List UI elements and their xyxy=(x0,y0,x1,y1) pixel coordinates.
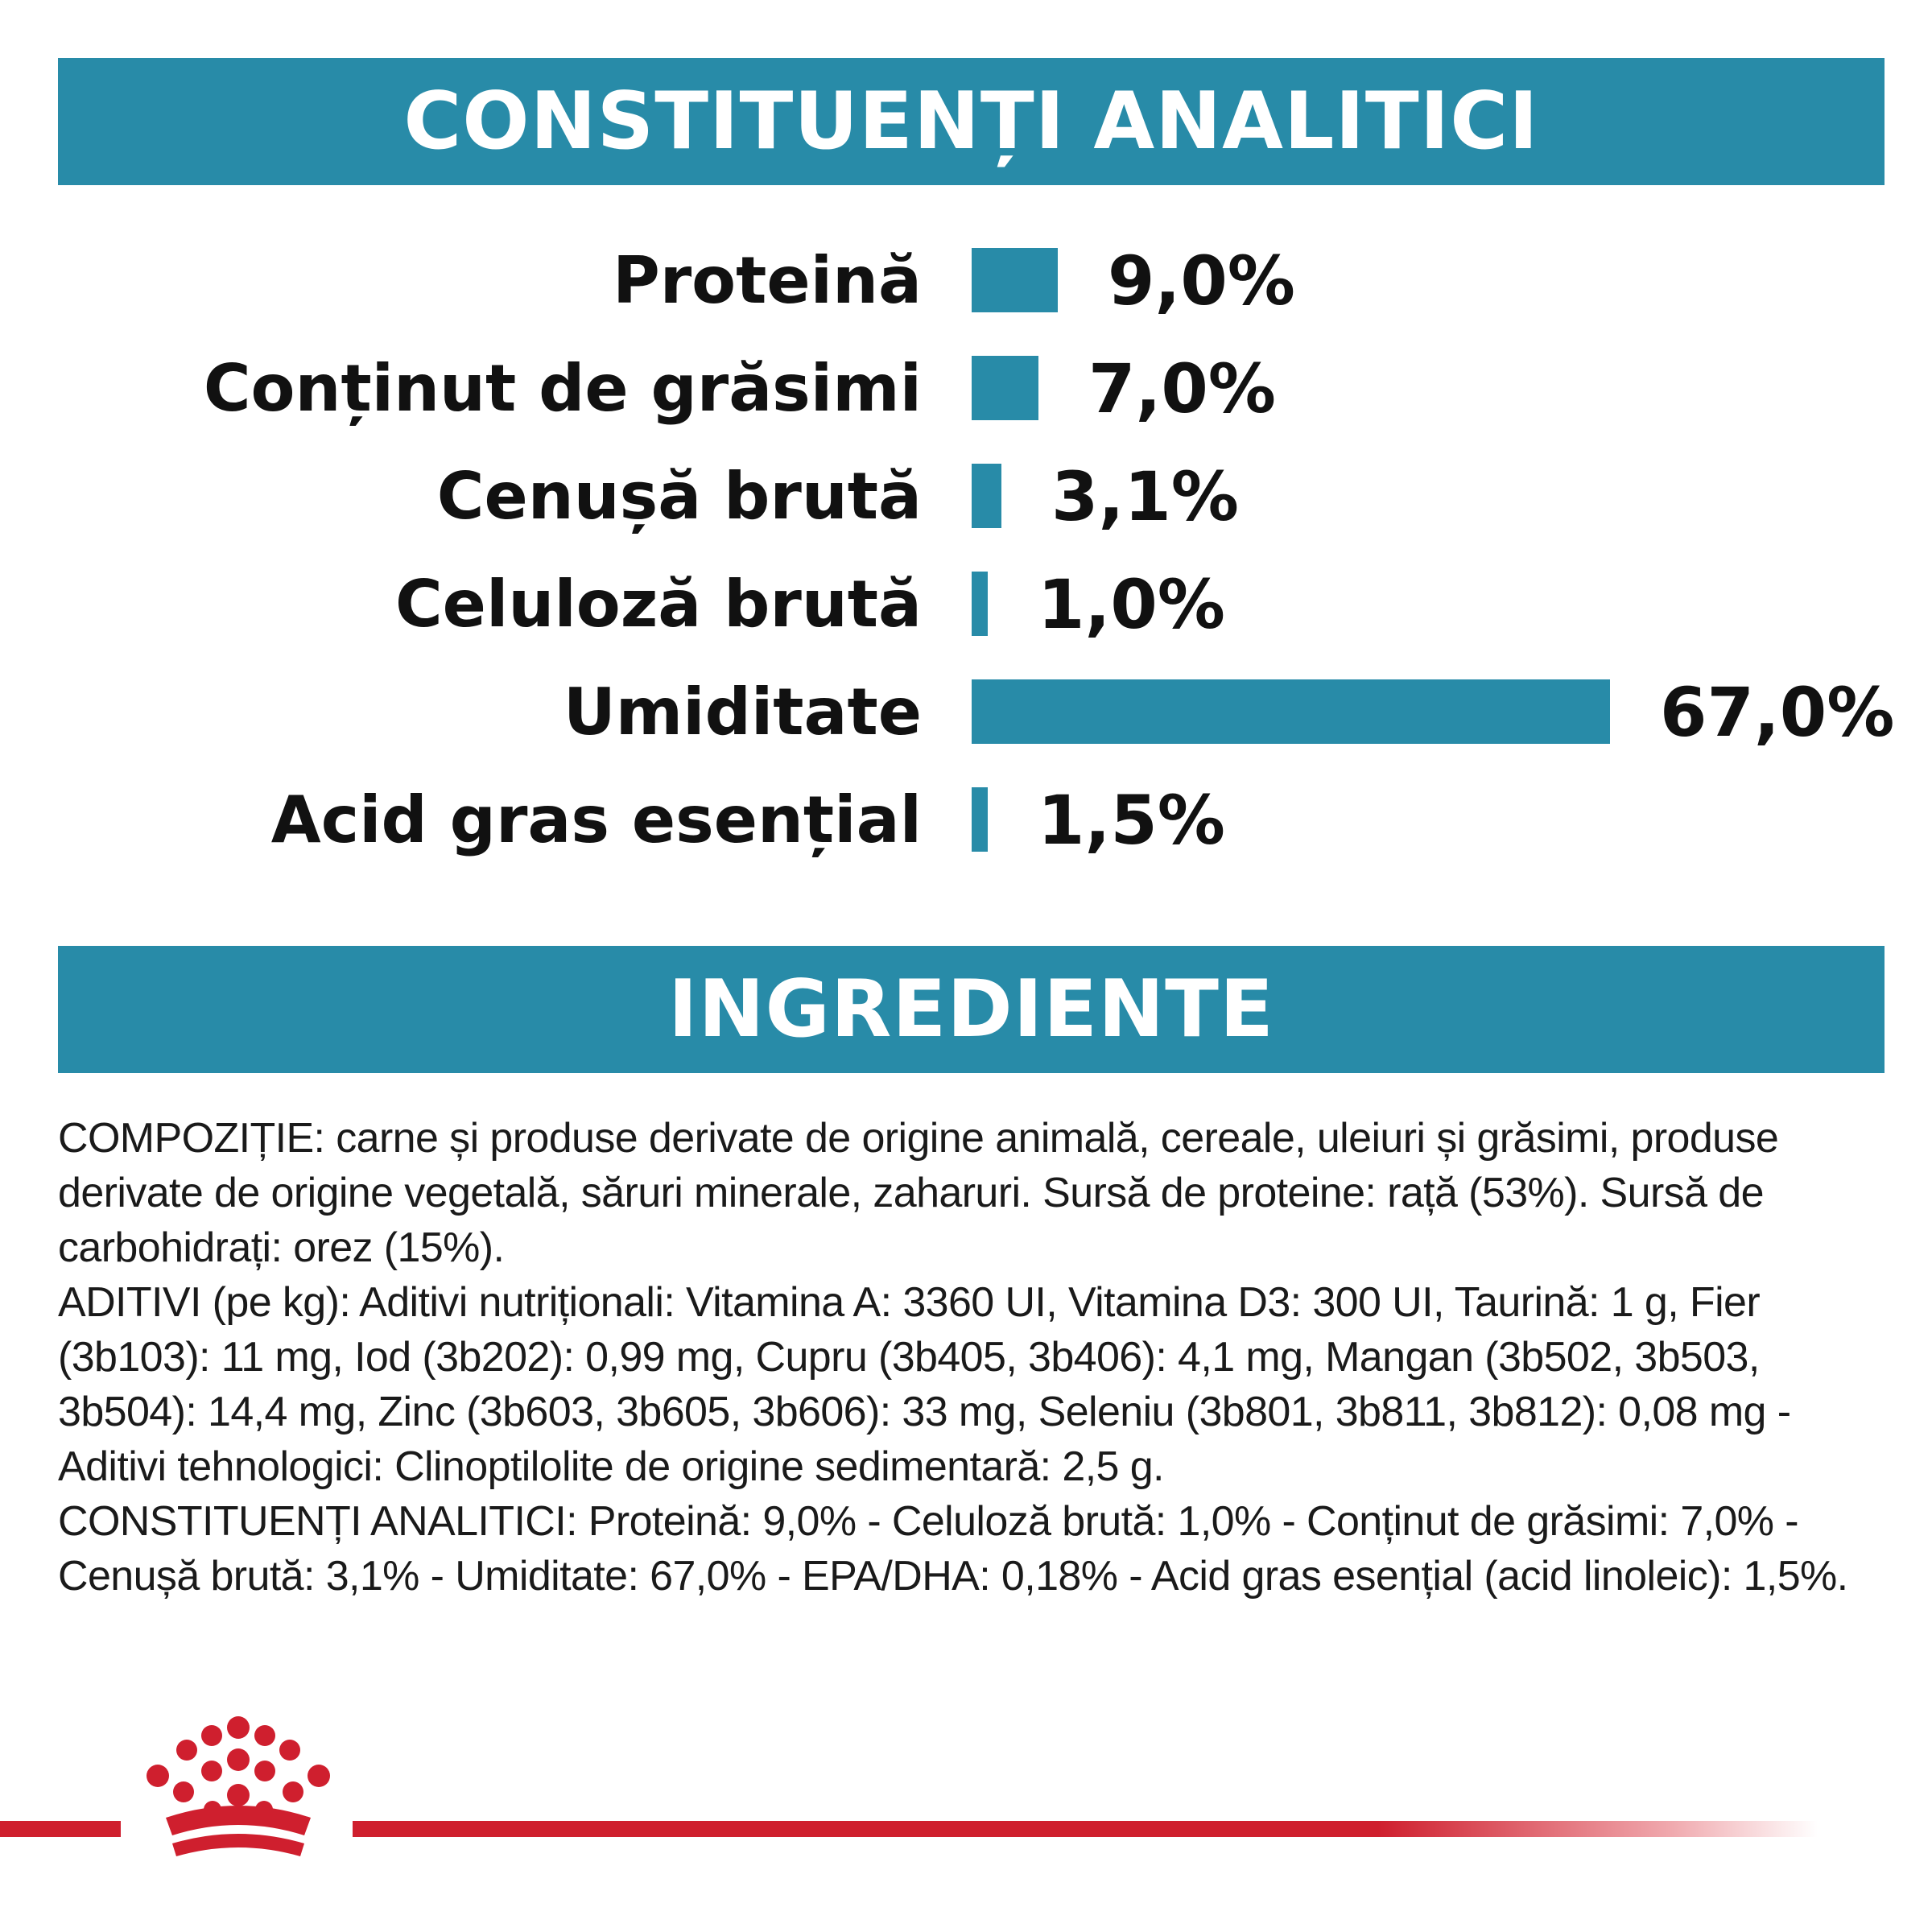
analytic-row-label: Conținut de grăsimi xyxy=(203,351,922,426)
ingredients-banner xyxy=(58,946,1885,1073)
ingredients-line: 3b504): 14,4 mg, Zinc (3b603, 3b605, 3b606): 33 mg, Seleniu (3b801, 3b811, 3b812): 0,08 mg - xyxy=(58,1389,1791,1435)
analytic-row-bar xyxy=(972,248,1058,312)
ingredients-line: Aditivi tehnologici: Clinoptilolite de origine sedimentară: 2,5 g. xyxy=(58,1443,1164,1490)
brand-line-left xyxy=(0,1821,121,1837)
analytic-row-label: Proteină xyxy=(613,243,922,318)
analytic-row xyxy=(0,227,1932,335)
analytic-row-value: 1,5% xyxy=(1038,781,1225,860)
analytic-row xyxy=(0,766,1932,874)
analytic-constituents-banner xyxy=(58,58,1885,185)
brand-line-right xyxy=(353,1821,1818,1837)
analytic-row-value: 9,0% xyxy=(1108,242,1295,320)
analytic-row-value: 7,0% xyxy=(1088,349,1276,428)
ingredients-line: ADITIVI (pe kg): Aditivi nutriționali: Vitamina A: 3360 UI, Vitamina D3: 300 UI, Taurină: 1 g, Fier xyxy=(58,1279,1761,1326)
analytic-row xyxy=(0,443,1932,551)
ingredients-line: COMPOZIȚIE: carne și produse derivate de origine animală, cereale, uleiuri și grăsimi, produse xyxy=(58,1115,1779,1162)
analytic-row-bar xyxy=(972,356,1038,420)
analytic-row-label: Umiditate xyxy=(563,675,922,749)
analytic-row xyxy=(0,335,1932,443)
analytic-constituents-title: CONSTITUENȚI ANALITICI xyxy=(403,76,1539,167)
royal-canin-crown-icon xyxy=(135,1715,341,1868)
analytic-row-bar xyxy=(972,572,988,636)
ingredients-line: derivate de origine vegetală, săruri minerale, zaharuri. Sursă de proteine: rață (53%). Sursă de xyxy=(58,1170,1764,1216)
analytic-row-value: 3,1% xyxy=(1051,457,1239,536)
ingredients-text xyxy=(58,1111,1901,1604)
ingredients-line: Cenușă brută: 3,1% - Umiditate: 67,0% - EPA/DHA: 0,18% - Acid gras esențial (acid linoleic): 1,5%. xyxy=(58,1553,1848,1600)
analytic-row xyxy=(0,551,1932,658)
ingredients-title: INGREDIENTE xyxy=(668,964,1274,1055)
analytic-row-label: Acid gras esențial xyxy=(270,782,922,857)
analytic-row-label: Cenușă brută xyxy=(436,459,922,534)
ingredients-line: CONSTITUENȚI ANALITICI: Proteină: 9,0% - Celuloză brută: 1,0% - Conținut de grăsimi: 7,0% - xyxy=(58,1498,1799,1545)
analytic-row-label: Celuloză brută xyxy=(394,567,922,642)
analytic-row-value: 67,0% xyxy=(1660,673,1895,752)
ingredients-line: (3b103): 11 mg, Iod (3b202): 0,99 mg, Cupru (3b405, 3b406): 4,1 mg, Mangan (3b502, 3b503, xyxy=(58,1334,1760,1381)
analytic-row xyxy=(0,658,1932,766)
analytic-row-value: 1,0% xyxy=(1038,565,1225,644)
analytic-row-bar xyxy=(972,679,1610,744)
analytic-row-bar xyxy=(972,787,988,852)
ingredients-line: carbohidrați: orez (15%). xyxy=(58,1224,505,1271)
analytic-row-bar xyxy=(972,464,1001,528)
